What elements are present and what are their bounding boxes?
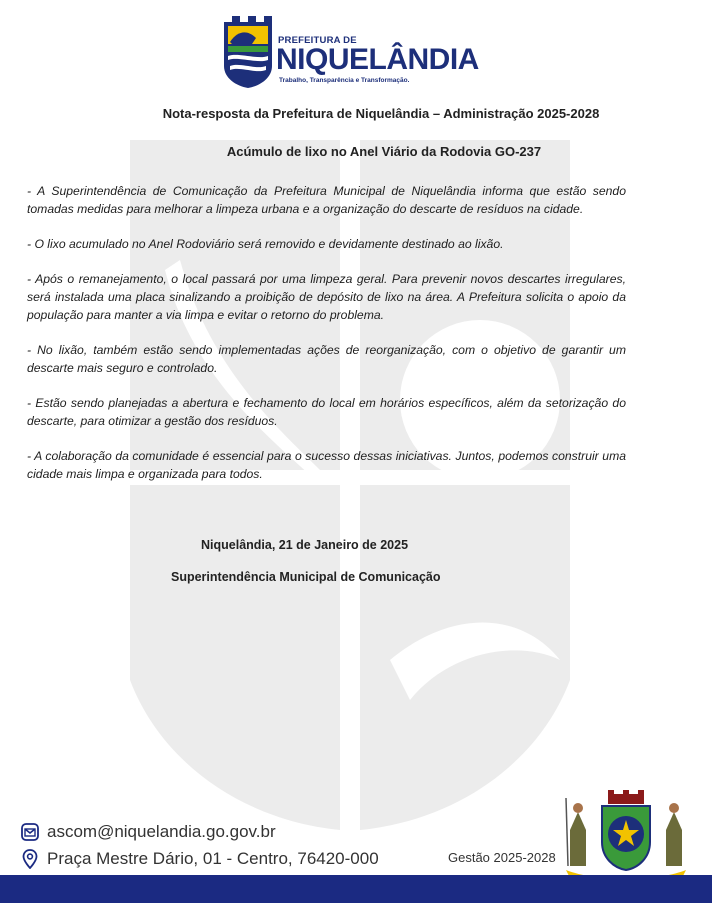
paragraph: - No lixão, também estão sendo implementadas ações de reorganização, com o objetivo de garantir um descarte mais seguro e controlado. bbox=[27, 343, 626, 375]
document-body bbox=[27, 182, 626, 500]
date-line: Niquelândia, 21 de Janeiro de 2025 bbox=[201, 538, 409, 552]
signature: Superintendência Municipal de Comunicação bbox=[171, 570, 441, 584]
footer-email-row bbox=[20, 822, 276, 842]
logo-prefeitura-de: PREFEITURA DE bbox=[278, 35, 357, 46]
paragraph: - A Superintendência de Comunicação da Prefeitura Municipal de Niquelândia informa que estão sendo tomadas medidas para melhorar a limpeza urbana e a organização do descarte de resíduos na cidade. bbox=[27, 184, 626, 216]
footer-band bbox=[0, 875, 712, 903]
footer-address-row bbox=[20, 849, 379, 869]
city-crest-icon bbox=[222, 14, 274, 88]
prefeitura-logo bbox=[222, 14, 479, 90]
gestao-label: Gestão 2025-2028 bbox=[448, 850, 556, 865]
document-title: Nota-resposta da Prefeitura de Niquelândia – Administração 2025-2028 bbox=[162, 106, 600, 121]
email-link[interactable]: ascom@niquelandia.go.gov.br bbox=[47, 822, 276, 841]
mail-icon bbox=[20, 822, 40, 842]
paragraph: - A colaboração da comunidade é essencial para o sucesso dessas iniciativas. Juntos, podemos construir uma cidade mais limpa e organizada para todos. bbox=[27, 449, 626, 481]
paragraph: - Após o remanejamento, o local passará por uma limpeza geral. Para prevenir novos descartes irregulares, será instalada uma placa sinalizando a proibição de depósito de lixo na área. A Prefeitura solicita o apoio da população para manter a via limpa e evitar o retorno do problema. bbox=[27, 272, 626, 322]
paragraph: - Estão sendo planejadas a abertura e fechamento do local em horários específicos, além da setorização do descarte, para otimizar a gestão dos resíduos. bbox=[27, 396, 626, 428]
document-subject: Acúmulo de lixo no Anel Viário da Rodovia GO-237 bbox=[226, 144, 542, 159]
paragraph: - O lixo acumulado no Anel Rodoviário será removido e devidamente destinado ao lixão. bbox=[27, 237, 504, 251]
logo-tagline: Trabalho, Transparência e Transformação. bbox=[279, 77, 410, 84]
logo-city-name: NIQUELÂNDIA bbox=[276, 43, 479, 76]
location-pin-icon bbox=[20, 849, 40, 869]
municipal-coat-of-arms-icon bbox=[556, 790, 696, 882]
address-text: Praça Mestre Dário, 01 - Centro, 76420-000 bbox=[47, 849, 379, 868]
